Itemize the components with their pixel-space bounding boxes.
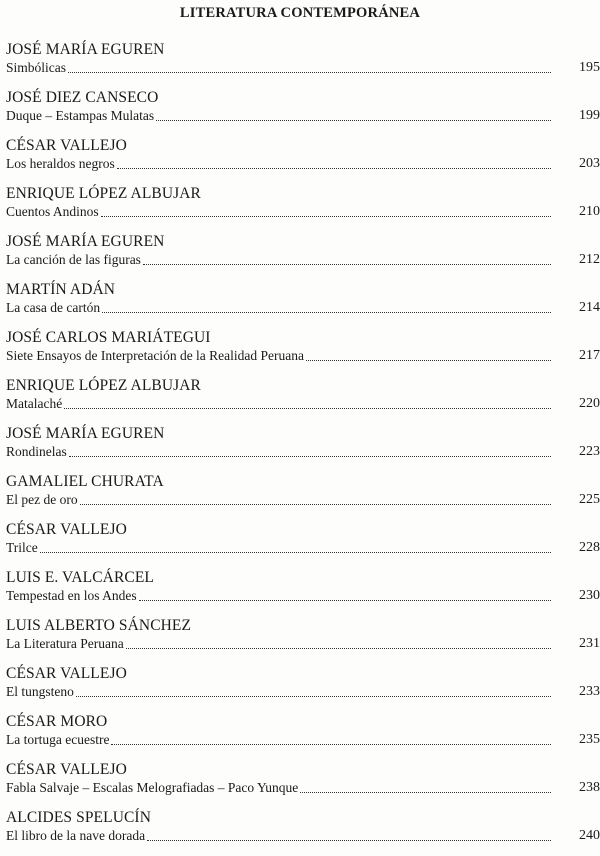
page-number: 223 xyxy=(579,444,600,459)
dot-leader xyxy=(80,494,551,505)
page-number: 195 xyxy=(579,60,600,75)
dot-leader xyxy=(147,830,551,841)
toc-entry xyxy=(6,328,600,376)
work-title: Tempestad en los Andes xyxy=(6,588,137,603)
work-title: Rondinelas xyxy=(6,444,67,459)
work-title: El libro de la nave dorada xyxy=(6,828,146,843)
work-line xyxy=(6,683,600,701)
work-line xyxy=(6,731,600,749)
author-name: JOSÉ MARÍA EGUREN xyxy=(6,425,165,442)
toc-entry xyxy=(6,88,600,136)
work-title: La Literatura Peruana xyxy=(6,636,124,651)
work-title: Duque – Estampas Mulatas xyxy=(6,108,155,123)
page-number: 214 xyxy=(579,300,600,315)
toc-entry xyxy=(6,232,600,280)
work-line xyxy=(6,299,600,317)
dot-leader xyxy=(69,446,551,457)
work-title: El pez de oro xyxy=(6,492,78,507)
page-number: 235 xyxy=(579,732,600,747)
page-number: 217 xyxy=(579,348,600,363)
page-number: 238 xyxy=(579,780,600,795)
author-name: GAMALIEL CHURATA xyxy=(6,473,164,490)
work-line xyxy=(6,107,600,125)
work-title: La tortuga ecuestre xyxy=(6,732,110,747)
author-name: JOSÉ DIEZ CANSECO xyxy=(6,89,159,106)
author-name: LUIS ALBERTO SÁNCHEZ xyxy=(6,617,192,634)
table-of-contents xyxy=(6,40,600,856)
page-number: 225 xyxy=(579,492,600,507)
toc-entry xyxy=(6,712,600,760)
toc-entry xyxy=(6,568,600,616)
dot-leader xyxy=(111,734,551,745)
page-number: 220 xyxy=(579,396,600,411)
work-line xyxy=(6,779,600,797)
author-name: CÉSAR VALLEJO xyxy=(6,137,127,154)
page-number: 210 xyxy=(579,204,600,219)
toc-entry xyxy=(6,280,600,328)
work-title: La canción de las figuras xyxy=(6,252,141,267)
dot-leader xyxy=(102,302,551,313)
page-number: 228 xyxy=(579,540,600,555)
page-number: 203 xyxy=(579,156,600,171)
work-line xyxy=(6,539,600,557)
dot-leader xyxy=(101,206,551,217)
work-title: Cuentos Andinos xyxy=(6,204,99,219)
work-line xyxy=(6,251,600,269)
dot-leader xyxy=(143,254,551,265)
page-number: 212 xyxy=(579,252,600,267)
dot-leader xyxy=(139,590,551,601)
work-line xyxy=(6,587,600,605)
page-number: 231 xyxy=(579,636,600,651)
toc-entry xyxy=(6,184,600,232)
toc-entry xyxy=(6,424,600,472)
work-line xyxy=(6,491,600,509)
dot-leader xyxy=(40,542,551,553)
toc-entry xyxy=(6,376,600,424)
dot-leader xyxy=(76,686,551,697)
toc-entry xyxy=(6,136,600,184)
work-line xyxy=(6,59,600,77)
toc-entry xyxy=(6,664,600,712)
work-line xyxy=(6,827,600,845)
work-line xyxy=(6,443,600,461)
author-name: CÉSAR VALLEJO xyxy=(6,665,127,682)
author-name: ENRIQUE LÓPEZ ALBUJAR xyxy=(6,377,201,394)
work-title: Siete Ensayos de Interpretación de la Realidad Peruana xyxy=(6,348,305,363)
author-name: MARTÍN ADÁN xyxy=(6,281,116,298)
dot-leader xyxy=(117,158,551,169)
page-number: 199 xyxy=(579,108,600,123)
work-title: El tungsteno xyxy=(6,684,74,699)
work-line xyxy=(6,635,600,653)
work-line xyxy=(6,155,600,173)
dot-leader xyxy=(68,62,551,73)
page-number: 230 xyxy=(579,588,600,603)
dot-leader xyxy=(64,398,551,409)
author-name: ENRIQUE LÓPEZ ALBUJAR xyxy=(6,185,201,202)
toc-entry xyxy=(6,40,600,88)
author-name: ALCIDES SPELUCÍN xyxy=(6,809,151,826)
toc-entry xyxy=(6,760,600,808)
work-title: Trilce xyxy=(6,540,38,555)
work-title: Fabla Salvaje – Escalas Melografiadas – Paco Yunque xyxy=(6,780,299,795)
author-name: JOSÉ CARLOS MARIÁTEGUI xyxy=(6,329,211,346)
work-line xyxy=(6,395,600,413)
toc-entry xyxy=(6,616,600,664)
work-title: La casa de cartón xyxy=(6,300,101,315)
work-title: Matalaché xyxy=(6,396,63,411)
author-name: CÉSAR VALLEJO xyxy=(6,761,127,778)
work-line xyxy=(6,203,600,221)
work-title: Los heraldos negros xyxy=(6,156,115,171)
author-name: JOSÉ MARÍA EGUREN xyxy=(6,233,165,250)
dot-leader xyxy=(306,350,551,361)
work-title: Simbólicas xyxy=(6,60,66,75)
dot-leader xyxy=(126,638,551,649)
page-title: LITERATURA CONTEMPORÁNEA xyxy=(179,5,421,21)
author-name: CÉSAR MORO xyxy=(6,713,108,730)
author-name: CÉSAR VALLEJO xyxy=(6,521,127,538)
dot-leader xyxy=(156,110,551,121)
toc-entry xyxy=(6,472,600,520)
page-number: 240 xyxy=(579,828,600,843)
work-line xyxy=(6,347,600,365)
toc-entry xyxy=(6,520,600,568)
author-name: LUIS E. VALCÁRCEL xyxy=(6,569,154,586)
page-number: 233 xyxy=(579,684,600,699)
dot-leader xyxy=(300,782,551,793)
author-name: JOSÉ MARÍA EGUREN xyxy=(6,41,165,58)
